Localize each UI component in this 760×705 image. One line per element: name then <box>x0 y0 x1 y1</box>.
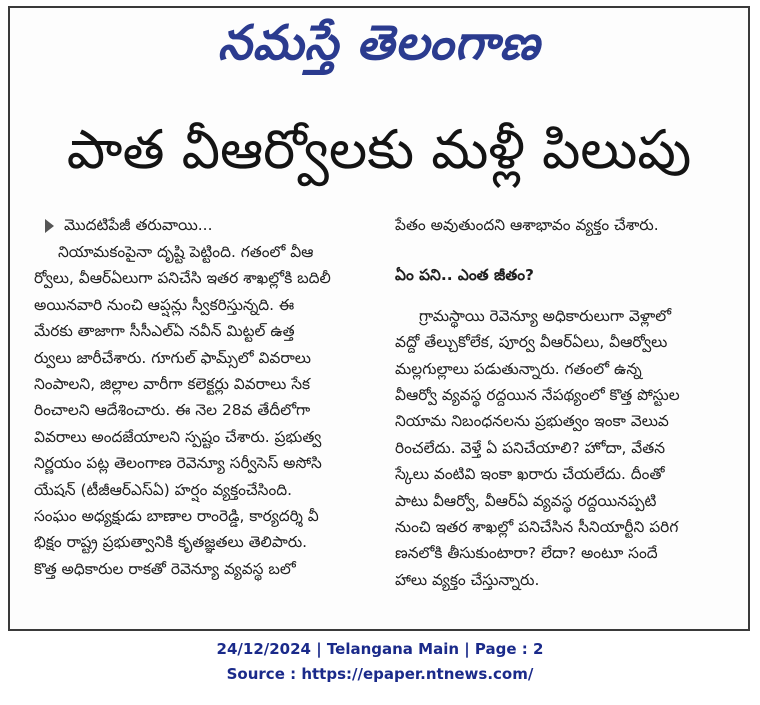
body-line: వీఆర్వో వ్యవస్థ రద్దయిన నేపథ్యంలో కొత్త పోస్టుల <box>395 385 680 404</box>
body-line: నియామకంపైనా దృష్టి పెట్టింది. గతంలో వీఆ <box>58 243 314 261</box>
footer-date-page: 24/12/2024 | Telangana Main | Page : 2 <box>216 640 544 658</box>
body-line: నింపాలని, జిల్లాల వారీగా కలెక్టర్లు వివరాలు సేక <box>34 374 311 393</box>
body-line: నియామ నిబంధనలను ప్రభుత్వం ఇంకా వెలువ <box>395 412 669 431</box>
body-line: స్కేలు వంటివి ఇంకా ఖరారు చేయలేదు. దీంతో <box>395 465 665 484</box>
body-line: నుంచి ఇతర శాఖల్లో పనిచేసిన సీనియార్టీని పరిగ <box>395 517 679 536</box>
body-line: మేరకు తాజాగా సీసీఎల్ఏ నవీన్ మిట్టల్ ఉత్త <box>34 322 295 341</box>
body-line: రించలేదు. వెళ్తే ఏ పనిచేయాలి? హోదా, వేతన <box>395 438 665 457</box>
body-line: వద్దో తేల్చుకోలేక, పూర్వ వీఆర్ఏలు, వీఆర్వోలు <box>395 333 668 352</box>
body-line: భిక్షం రాష్ట్ర ప్రభుత్వానికి కృతజ్ఞతలు తెలిపారు. <box>34 533 308 552</box>
continuation-kicker <box>34 212 386 239</box>
section-subheading: ఏం పని.. ఎంత జీతం? <box>395 266 534 285</box>
footer-source: Source : https://epaper.ntnews.com/ <box>226 665 534 683</box>
body-line: యేషన్ (టీజీఆర్ఎస్ఏ) హర్షం వ్యక్తంచేసింది. <box>34 480 293 499</box>
kicker-label: మొదటిపేజీ తరువాయి... <box>64 216 213 235</box>
left-column <box>34 212 386 582</box>
body-line: సంఘం అధ్యక్షుడు బాణాల రాంరెడ్డి, కార్యదర్శి వీ <box>34 506 319 525</box>
body-line: కొత్త అధికారుల రాకతో రెవెన్యూ వ్యవస్థ బలో <box>34 559 296 578</box>
newspaper-clipping <box>8 6 750 631</box>
masthead-logo: నమస్తే తెలంగాణ <box>217 15 541 71</box>
body-line: మల్లగుల్లాలు పడుతున్నారు. గతంలో ఉన్న <box>395 359 642 378</box>
chevron-right-icon <box>42 216 56 236</box>
body-line: ర్వులు జారీచేశారు. గూగుల్ ఫామ్స్‌లో వివరాలు <box>34 348 311 367</box>
body-line: పాటు వీఆర్వో, వీఆర్ఏ వ్యవస్థ రద్దయినప్పటి <box>395 491 657 510</box>
body-line: అయినవారి నుంచి ఆప్షన్లు స్వీకరిస్తున్నది. ఈ <box>34 295 295 314</box>
body-line: ర్వోలు, వీఆర్ఏలుగా పనిచేసి ఇతర శాఖల్లోకి బదిలీ <box>34 269 331 288</box>
body-line: హాలు వ్యక్తం చేస్తున్నారు. <box>395 570 540 589</box>
body-line: ణనలోకి తీసుకుంటారా? లేదా? అంటూ సందే <box>395 544 658 563</box>
body-line: నిర్ణయం పట్ల తెలంగాణ రెవెన్యూ సర్వీసెస్ అసోసి <box>34 454 322 473</box>
body-line: రించాలని ఆదేశించారు. ఈ నెల 28వ తేదీలోగా <box>34 401 311 420</box>
body-line: పేతం అవుతుందని ఆశాభావం వ్యక్తం చేశారు. <box>395 216 659 234</box>
body-line: గ్రామస్థాయి రెవెన్యూ అధికారులుగా వెళ్లాలో <box>419 306 672 325</box>
headline: పాత వీఆర్వోలకు మళ్లీ పిలుపు <box>66 118 692 181</box>
body-line: వివరాలు అందజేయాలని స్పష్టం చేశారు. ప్రభుత్వ <box>34 427 322 446</box>
right-column <box>395 212 735 593</box>
